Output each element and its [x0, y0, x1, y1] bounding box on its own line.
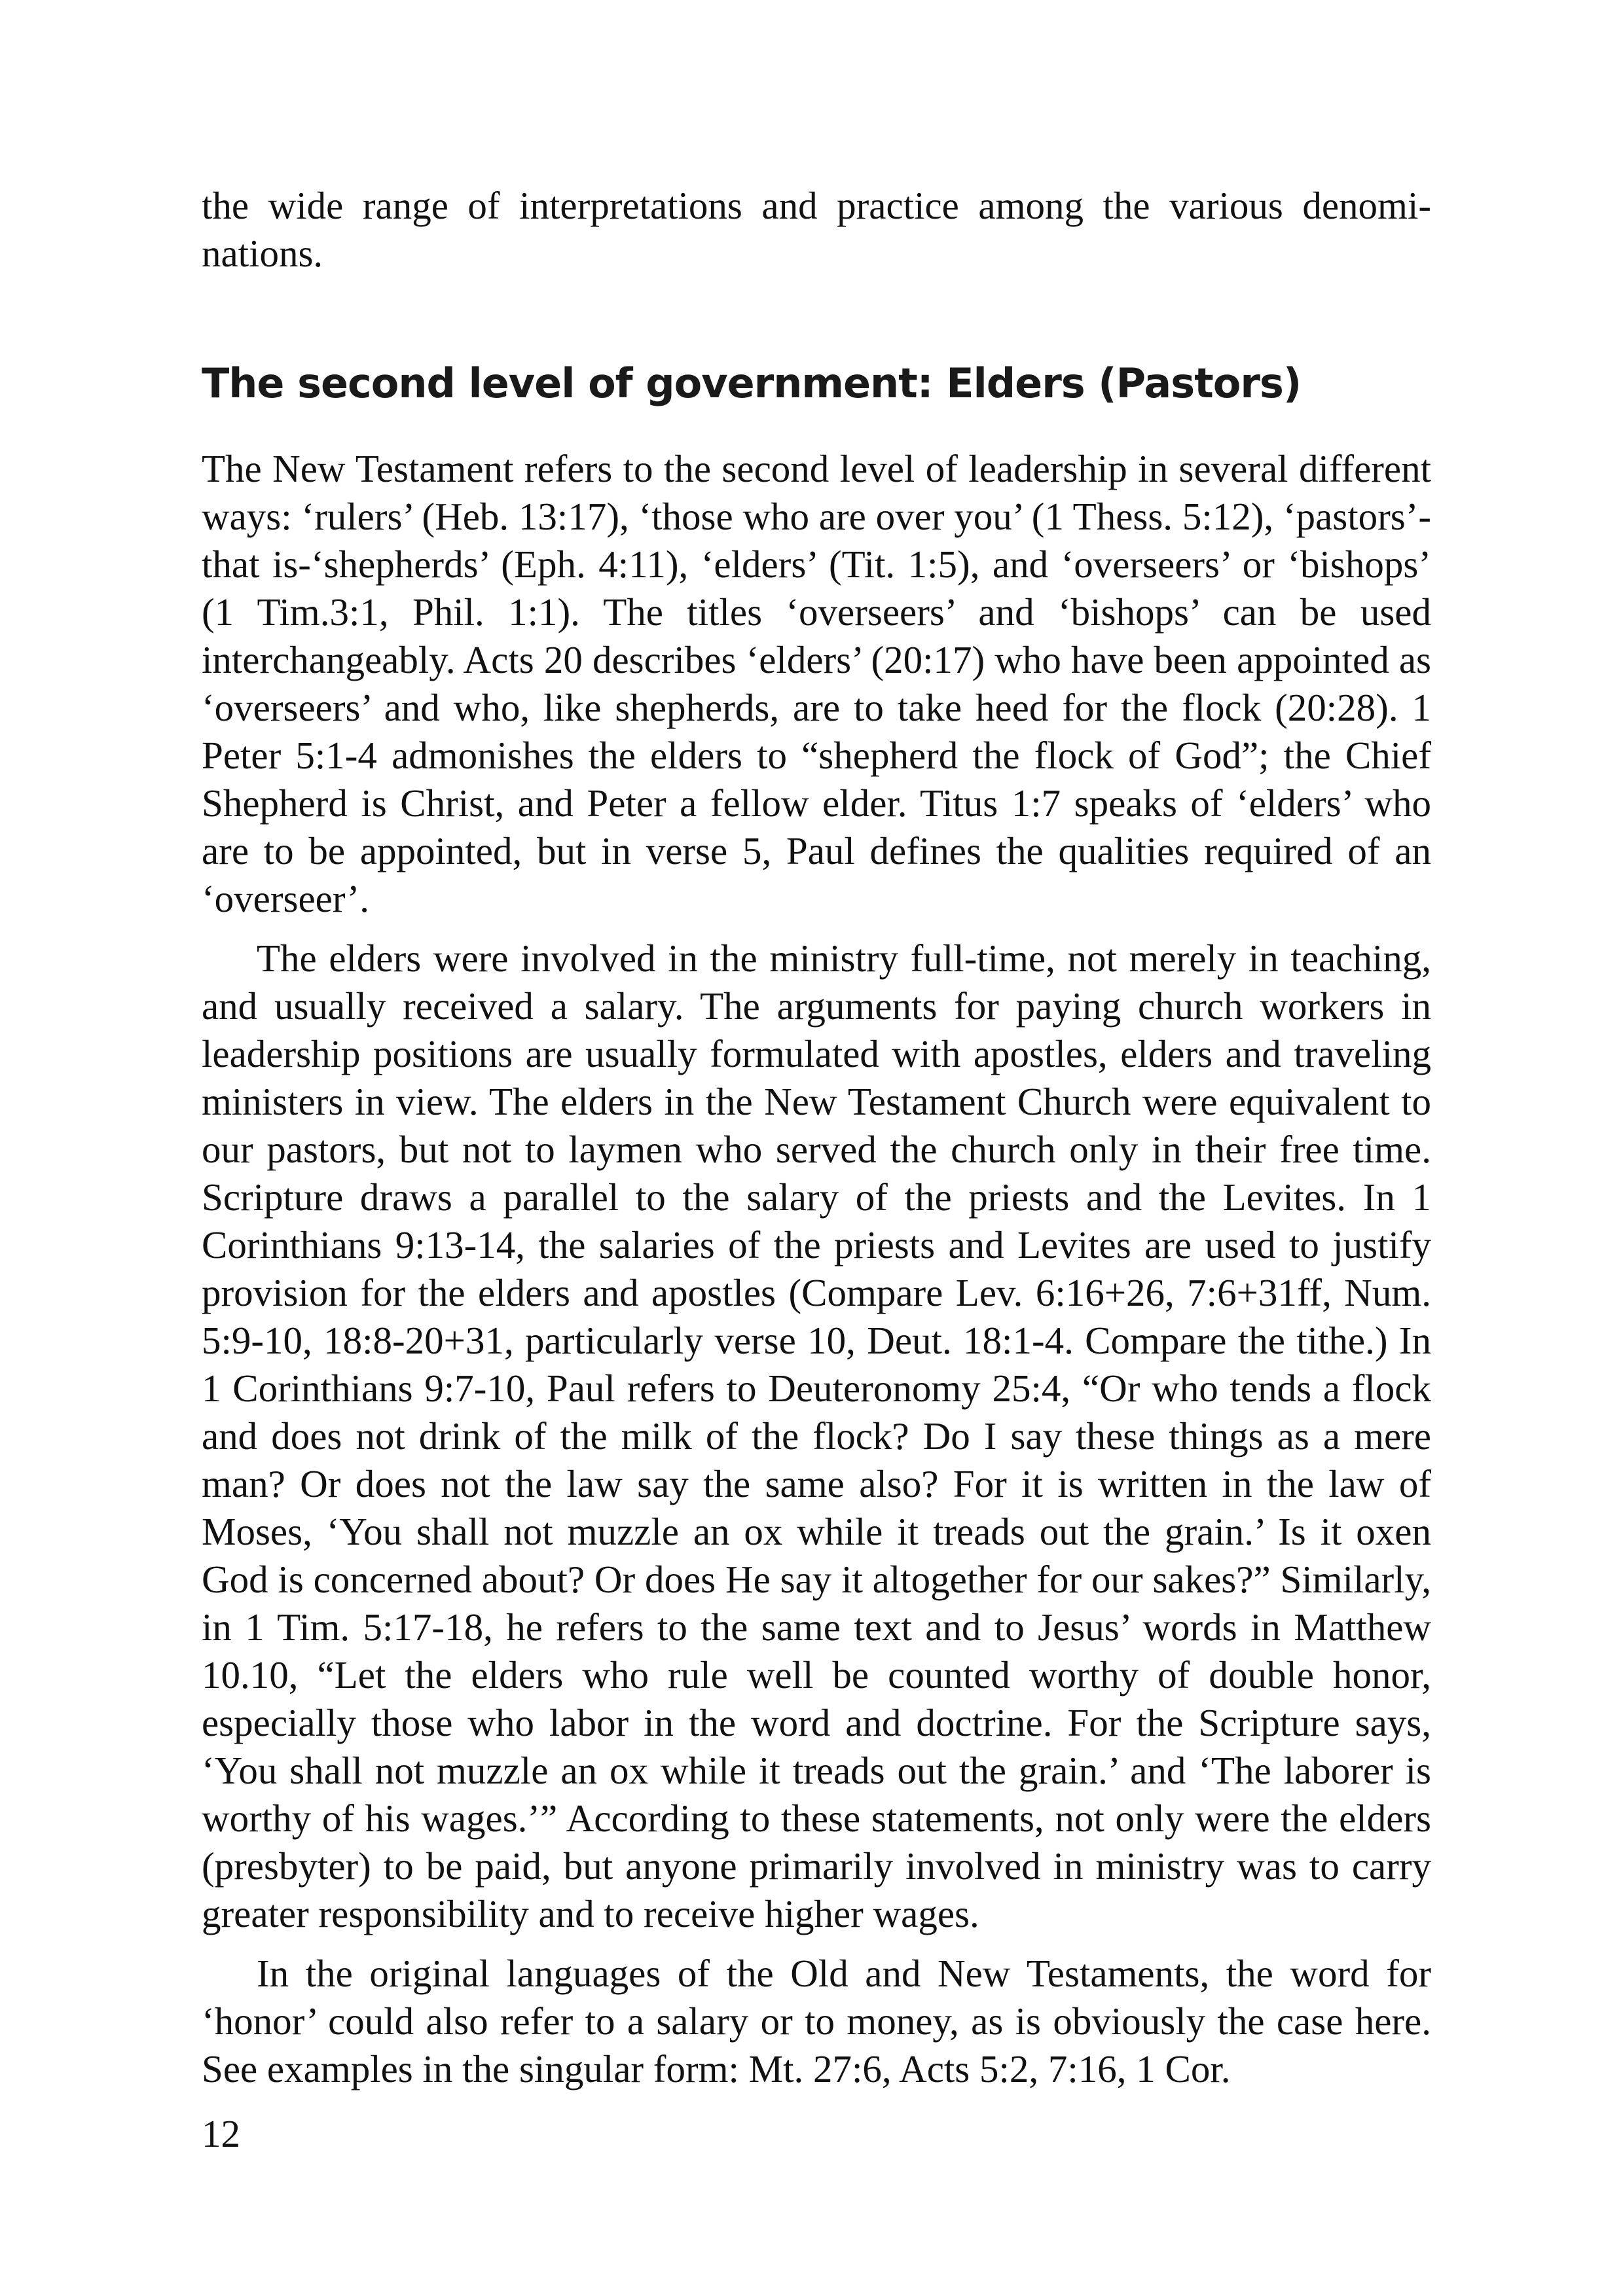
section-heading: The second level of government: Elders (Pastors) — [202, 359, 1302, 407]
paragraph-honor-meaning: In the original languages of the Old and New Testaments, the word for ‘honor’ could also refer to a salary or to money, as is obviously the case here. See examples in the singular form: Mt. 27:6, Acts 5:2, 7:16, 1 Cor. — [202, 1952, 1431, 2090]
page-body — [202, 182, 1431, 2093]
paragraph-elders-salary: The elders were involved in the ministry full-time, not merely in teaching, and usually received a salary. The arguments for paying church workers in leadership positions are usually formulated with apostles, elders and traveling ministers in view. The elders in the New Testament Church were equivalent to our pastors, but not to laymen who served the church only in their free time. Scripture draws a parallel to the salary of the priests and the Levites. In 1 Corinthians 9:13-14, the salaries of the priests and Levites are used to justify provision for the elders and apostles (Compare Lev. 6:16+26, 7:6+31ff, Num. 5:9-10, 18:8-20+31, particularly verse 10, Deut. 18:1-4. Compare the tithe.) In 1 Corinthians 9:7-10, Paul refers to Deuteronomy 25:4, “Or who tends a flock and does not drink of the milk of the flock? Do I say these things as a mere man? Or does not the law say the same also? For it is written in the law of Moses, ‘You shall not muzzle an ox while it treads out the grain.’ Is it oxen God is concerned about? Or does He say it altogether for our sakes?” Similarly, in 1 Tim. 5:17-18, he refers to the same text and to Jesus’ words in Matthew 10.10, “Let the elders who rule well be counted worthy of double honor, especially those who labor in the word and doctrine. For the Scripture says, ‘You shall not muzzle an ox while it treads out the grain.’ and ‘The laborer is worthy of his wages.’” According to these statements, not only were the elders (presbyter) to be paid, but anyone primarily involved in ministry was to carry greater responsibility and to receive higher wages. — [202, 937, 1431, 1935]
opening-paragraph: the wide range of interpretations and practice among the various denominations. — [202, 184, 1431, 275]
paragraph-elders-titles: The New Testament refers to the second level of leadership in several different ways: ‘rulers’ (Heb. 13:17), ‘those who are over you’ (1 Thess. 5:12), ‘pastors’-that is-‘shepherds’ (Eph. 4:11), ‘elders’ (Tit. 1:5), and ‘overseers’ or ‘bishops’ (1 Tim.3:1, Phil. 1:1). The titles ‘overseers’ and ‘bishops’ can be used interchangeably. Acts 20 describes ‘elders’ (20:17) who have been appointed as ‘overseers’ and who, like shepherds, are to take heed for the flock (20:28). 1 Peter 5:1-4 admonishes the elders to “shepherd the flock of God”; the Chief Shepherd is Christ, and Peter a fellow elder. Titus 1:7 speaks of ‘elders’ who are to be appointed, but in verse 5, Paul defines the qualities required of an ‘overseer’. — [202, 447, 1431, 920]
page-number: 12 — [202, 2112, 240, 2155]
